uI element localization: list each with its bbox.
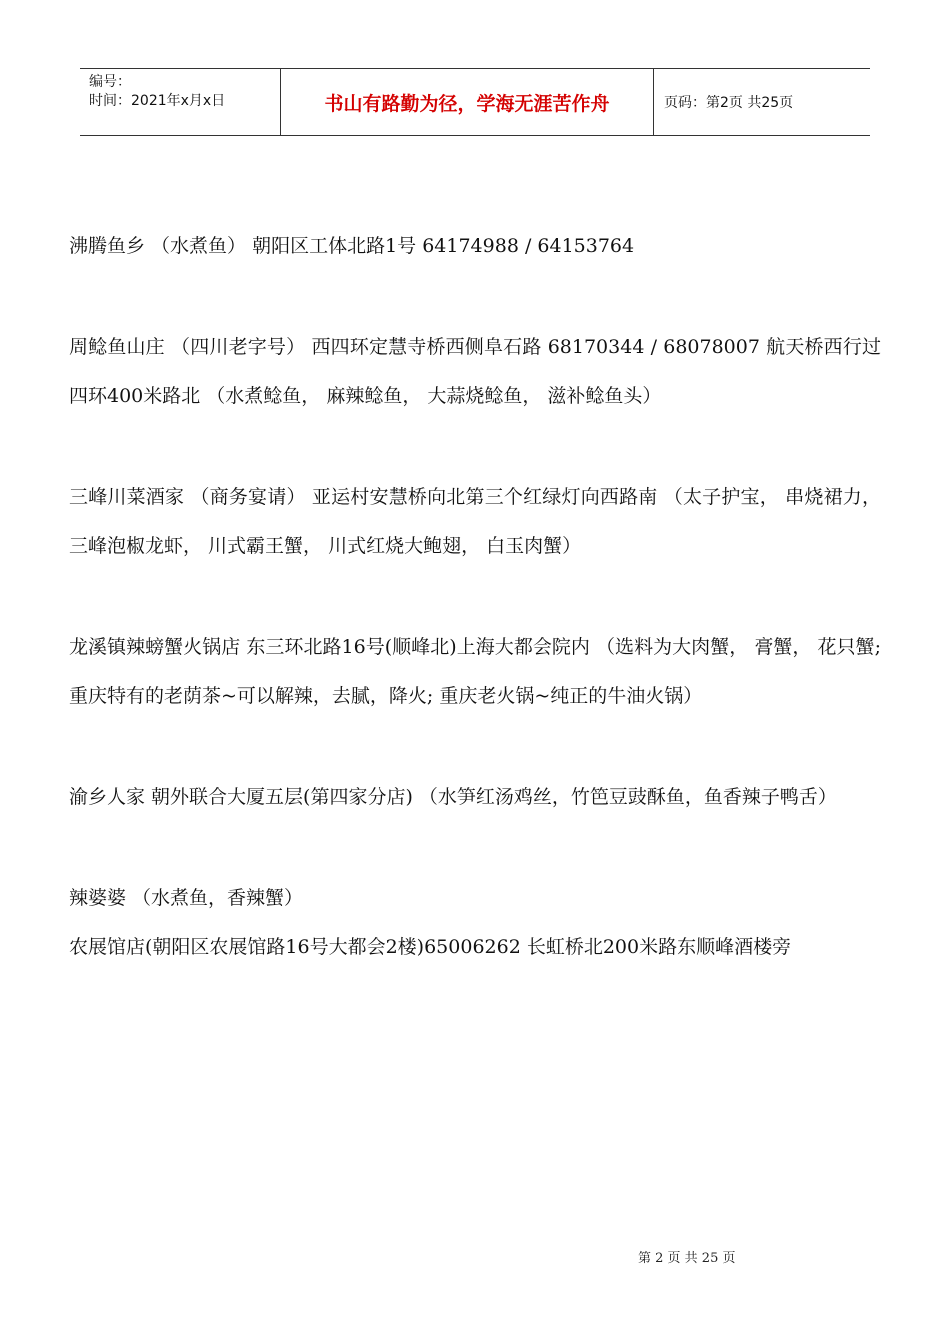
entry-text: 辣婆婆 （水煮鱼，香辣蟹）	[69, 887, 304, 909]
motto-text: 书山有路勤为径，学海无涯苦作舟	[324, 92, 610, 115]
entry-text: 龙溪镇辣螃蟹火锅店 东三环北路16号(顺峰北)上海大都会院内 （选料为大肉蟹， 膏蟹， 花只蟹; 重庆特有的老荫茶~可以解辣，去腻，降火; 重庆老火锅~纯正的牛油火锅）	[69, 636, 881, 707]
document-body	[69, 222, 881, 1024]
entry-text: 沸腾鱼乡 （水煮鱼） 朝阳区工体北路1号 64174988 / 64153764	[69, 235, 635, 257]
number-label: 编号：	[89, 74, 131, 90]
restaurant-entry	[69, 923, 881, 972]
entry-text: 周鲶鱼山庄 （四川老字号） 西四环定慧寺桥西侧阜石路 68170344 / 68078007 航天桥西行过四环400米路北 （水煮鲶鱼， 麻辣鲶鱼， 大蒜烧鲶鱼， 滋补鲶鱼头）	[69, 336, 881, 407]
restaurant-entry	[69, 773, 881, 822]
restaurant-entry	[69, 222, 881, 271]
entry-text: 渝乡人家 朝外联合大厦五层(第四家分店) （水笋红汤鸡丝，竹笆豆豉酥鱼，鱼香辣子鸭舌）	[69, 786, 837, 808]
page-footer	[638, 1247, 735, 1266]
restaurant-entry	[69, 473, 881, 571]
page-number-cell	[654, 69, 870, 135]
restaurant-entry	[69, 623, 881, 721]
entry-text: 三峰川菜酒家 （商务宴请） 亚运村安慧桥向北第三个红绿灯向西路南 （太子护宝， 串烧裙力， 三峰泡椒龙虾， 川式霸王蟹， 川式红烧大鲍翅， 白玉肉蟹）	[69, 486, 881, 557]
header-page-label: 页码：第2页 共25页	[664, 95, 794, 111]
document-header	[80, 68, 870, 136]
motto-cell	[281, 69, 654, 135]
footer-page-text: 第 2 页 共 25 页	[638, 1251, 736, 1266]
header-meta-cell	[80, 69, 281, 135]
restaurant-entry	[69, 323, 881, 421]
entry-text: 农展馆店(朝阳区农展馆路16号大都会2楼)65006262 长虹桥北200米路东顺峰酒楼旁	[69, 936, 792, 958]
time-label: 时间：2021年x月x日	[89, 93, 226, 109]
restaurant-entry	[69, 874, 881, 923]
